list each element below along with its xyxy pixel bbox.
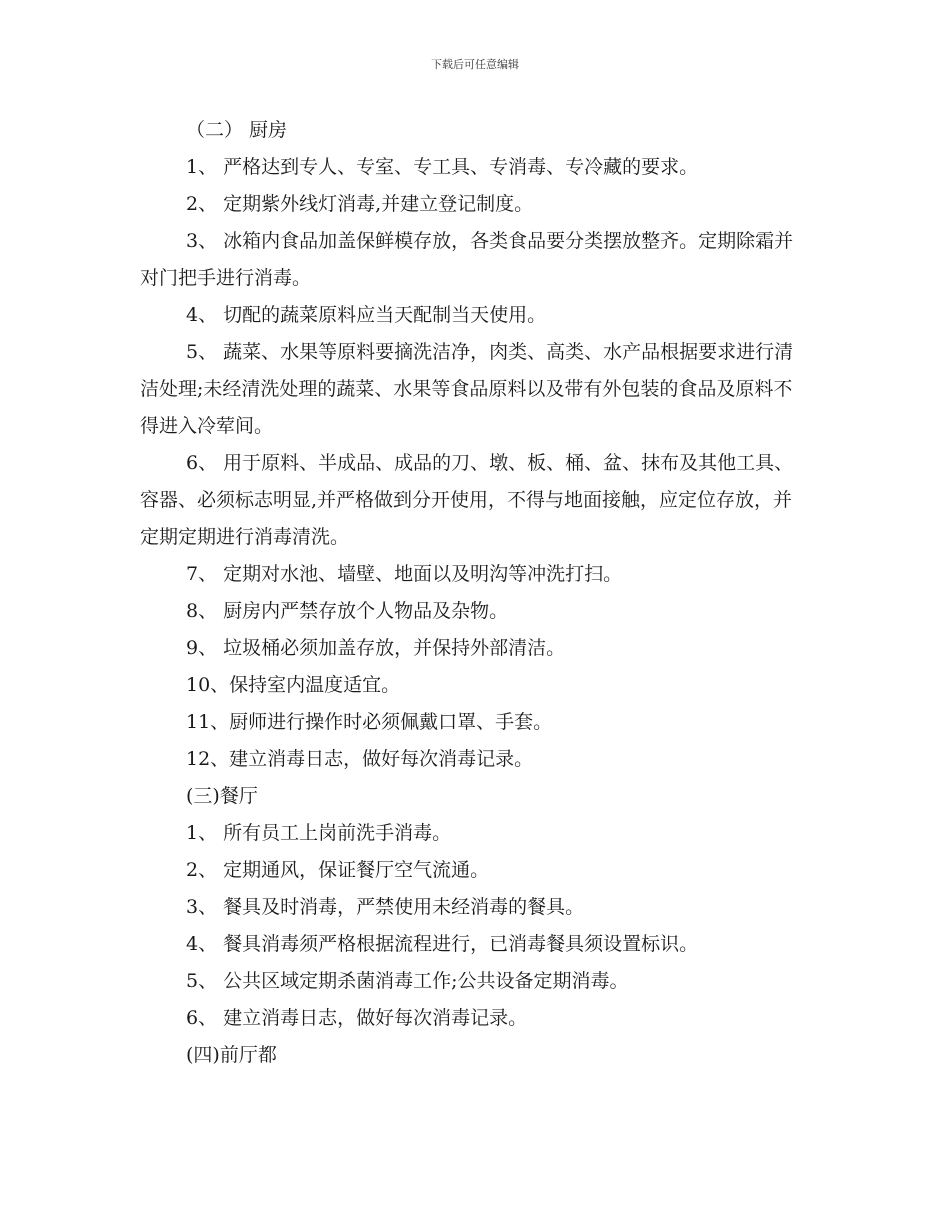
page-header: 下载后可任意编辑 <box>431 58 519 71</box>
list-item: 2、 定期通风，保证餐厅空气流通。 <box>186 859 490 881</box>
section-heading-dining: (三)餐厅 <box>186 785 258 807</box>
list-item: 7、 定期对水池、墙壁、地面以及明沟等冲洗打扫。 <box>186 563 623 585</box>
section-heading-kitchen: （二） 厨房 <box>186 119 288 141</box>
list-item: 4、 切配的蔬菜原料应当天配制当天使用。 <box>186 304 547 326</box>
list-item: 2、 定期紫外线灯消毒,并建立登记制度。 <box>186 193 534 215</box>
list-item: 12、建立消毒日志，做好每次消毒记录。 <box>186 748 534 770</box>
list-item: 11、厨师进行操作时必须佩戴口罩、手套。 <box>186 711 553 733</box>
list-item: 6、 用于原料、半成品、成品的刀、墩、板、桶、盆、抹布及其他工具、容器、必须标志明显,并严格做到分开使用，不得与地面接触，应定位存放，并定期定期进行消毒清洗。 <box>140 452 794 548</box>
list-item: 1、 所有员工上岗前洗手消毒。 <box>186 822 452 844</box>
document-body <box>140 112 810 1074</box>
list-item: 3、 餐具及时消毒，严禁使用未经消毒的餐具。 <box>186 896 585 918</box>
list-item: 1、 严格达到专人、专室、专工具、专消毒、专冷藏的要求。 <box>186 156 699 178</box>
list-item: 5、 蔬菜、水果等原料要摘洗洁净，肉类、高类、水产品根据要求进行清洁处理;未经清洗处理的蔬菜、水果等食品原料以及带有外包装的食品及原料不得进入冷荤间。 <box>140 341 794 437</box>
list-item: 5、 公共区域定期杀菌消毒工作;公共设备定期消毒。 <box>186 970 629 992</box>
list-item: 10、保持室内温度适宜。 <box>186 674 401 696</box>
list-item: 6、 建立消毒日志，做好每次消毒记录。 <box>186 1007 528 1029</box>
list-item: 8、 厨房内严禁存放个人物品及杂物。 <box>186 600 509 622</box>
section-heading-front-hall: (四)前厅都 <box>186 1044 277 1066</box>
list-item: 9、 垃圾桶必须加盖存放，并保持外部清洁。 <box>186 637 566 659</box>
list-item: 4、 餐具消毒须严格根据流程进行，已消毒餐具须设置标识。 <box>186 933 699 955</box>
list-item: 3、 冰箱内食品加盖保鲜模存放，各类食品要分类摆放整齐。定期除霜并对门把手进行消毒。 <box>140 230 794 289</box>
